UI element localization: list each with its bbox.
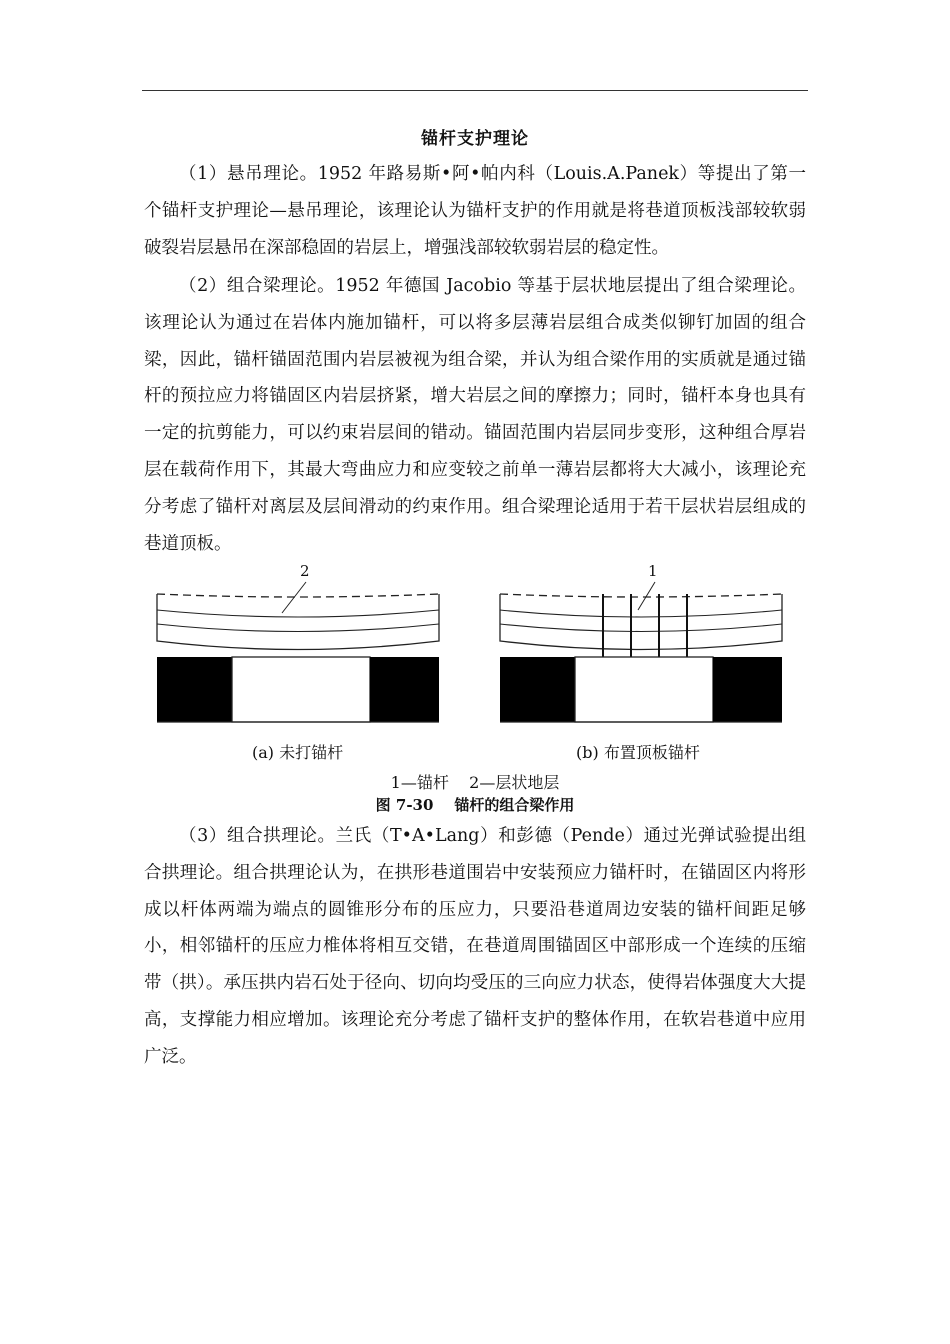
paragraph-suspension-theory: （1）悬吊理论。1952 年路易斯•阿•帕内科（Louis.A.Panek）等提出了第一个锚杆支护理论—悬吊理论，该理论认为锚杆支护的作用就是将巷道顶板浅部较软弱破裂岩层悬吊在深部稳固的岩层上，增强浅部较软弱岩层的稳定性。 (144, 164, 806, 258)
figure-composite-beam (140, 560, 810, 820)
panel-b-dashed-top (500, 594, 782, 597)
panel-a-left-pillar (157, 657, 232, 722)
panel-b-left-pillar (500, 657, 575, 722)
panel-b-strata-outline (500, 594, 782, 650)
panel-b-callout-leader (638, 582, 655, 610)
paragraph-composite-beam-theory: （2）组合梁理论。1952 年德国 Jacobio 等基于层状地层提出了组合梁理论。该理论认为通过在岩体内施加锚杆，可以将多层薄岩层组合成类似铆钉加固的组合梁，因此，锚杆锚固范围内岩层被视为组合梁，并认为组合梁作用的实质就是通过锚杆的预拉应力将锚固区内岩层挤紧，增大岩层之间的摩擦力；同时，锚杆本身也具有一定的抗剪能力，可以约束岩层间的错动。锚固范围内岩层同步变形，这种组合厚岩层在载荷作用下，其最大弯曲应力和应变较之前单一薄岩层都将大大减小，该理论充分考虑了锚杆对离层及层间滑动的约束作用。组合梁理论适用于若干层状岩层组成的巷道顶板。 (144, 276, 806, 554)
panel-b-stratum-line (500, 610, 782, 617)
panel-a-strata-outline (157, 594, 439, 650)
panel-b-right-pillar (713, 657, 782, 722)
paragraph-composite-arch-theory: （3）组合拱理论。兰氏（T•A•Lang）和彭德（Pende）通过光弹试验提出组合拱理论。组合拱理论认为，在拱形巷道围岩中安装预应力锚杆时，在锚固区内将形成以杆体两端为端点的圆锥形分布的压应力，只要沿巷道周边安装的锚杆间距足够小，相邻锚杆的压应力椎体将相互交错，在巷道周围锚固区中部形成一个连续的压缩带（拱）。承压拱内岩石处于径向、切向均受压的三向应力状态，使得岩体强度大大提高，支撑能力相应增加。该理论充分考虑了锚杆支护的整体作用，在软岩巷道中应用广泛。 (144, 826, 806, 1067)
callout-label-bolt: 1 (648, 562, 658, 580)
subcaption-b: (b) 布置顶板锚杆 (576, 743, 700, 762)
panel-a-roadway (232, 657, 370, 722)
panel-b-stratum-line (500, 624, 782, 632)
figure-caption: 图 7-30 锚杆的组合梁作用 (375, 796, 575, 814)
panel-a-dashed-top (157, 594, 439, 597)
panel-b-drawing (500, 582, 782, 722)
panel-a-stratum-line (157, 624, 439, 632)
panel-a-stratum-line (157, 610, 439, 617)
page-title: 锚杆支护理论 (421, 129, 529, 149)
figure-diagram (140, 560, 810, 740)
callout-label-strata: 2 (300, 562, 310, 580)
figure-legend: 1—锚杆 2—层状地层 (390, 773, 560, 792)
panel-a-right-pillar (370, 657, 439, 722)
subcaption-a: (a) 未打锚杆 (252, 743, 344, 762)
header-rule (142, 90, 808, 91)
panel-b-roadway (575, 657, 713, 722)
panel-a-drawing (157, 582, 439, 722)
